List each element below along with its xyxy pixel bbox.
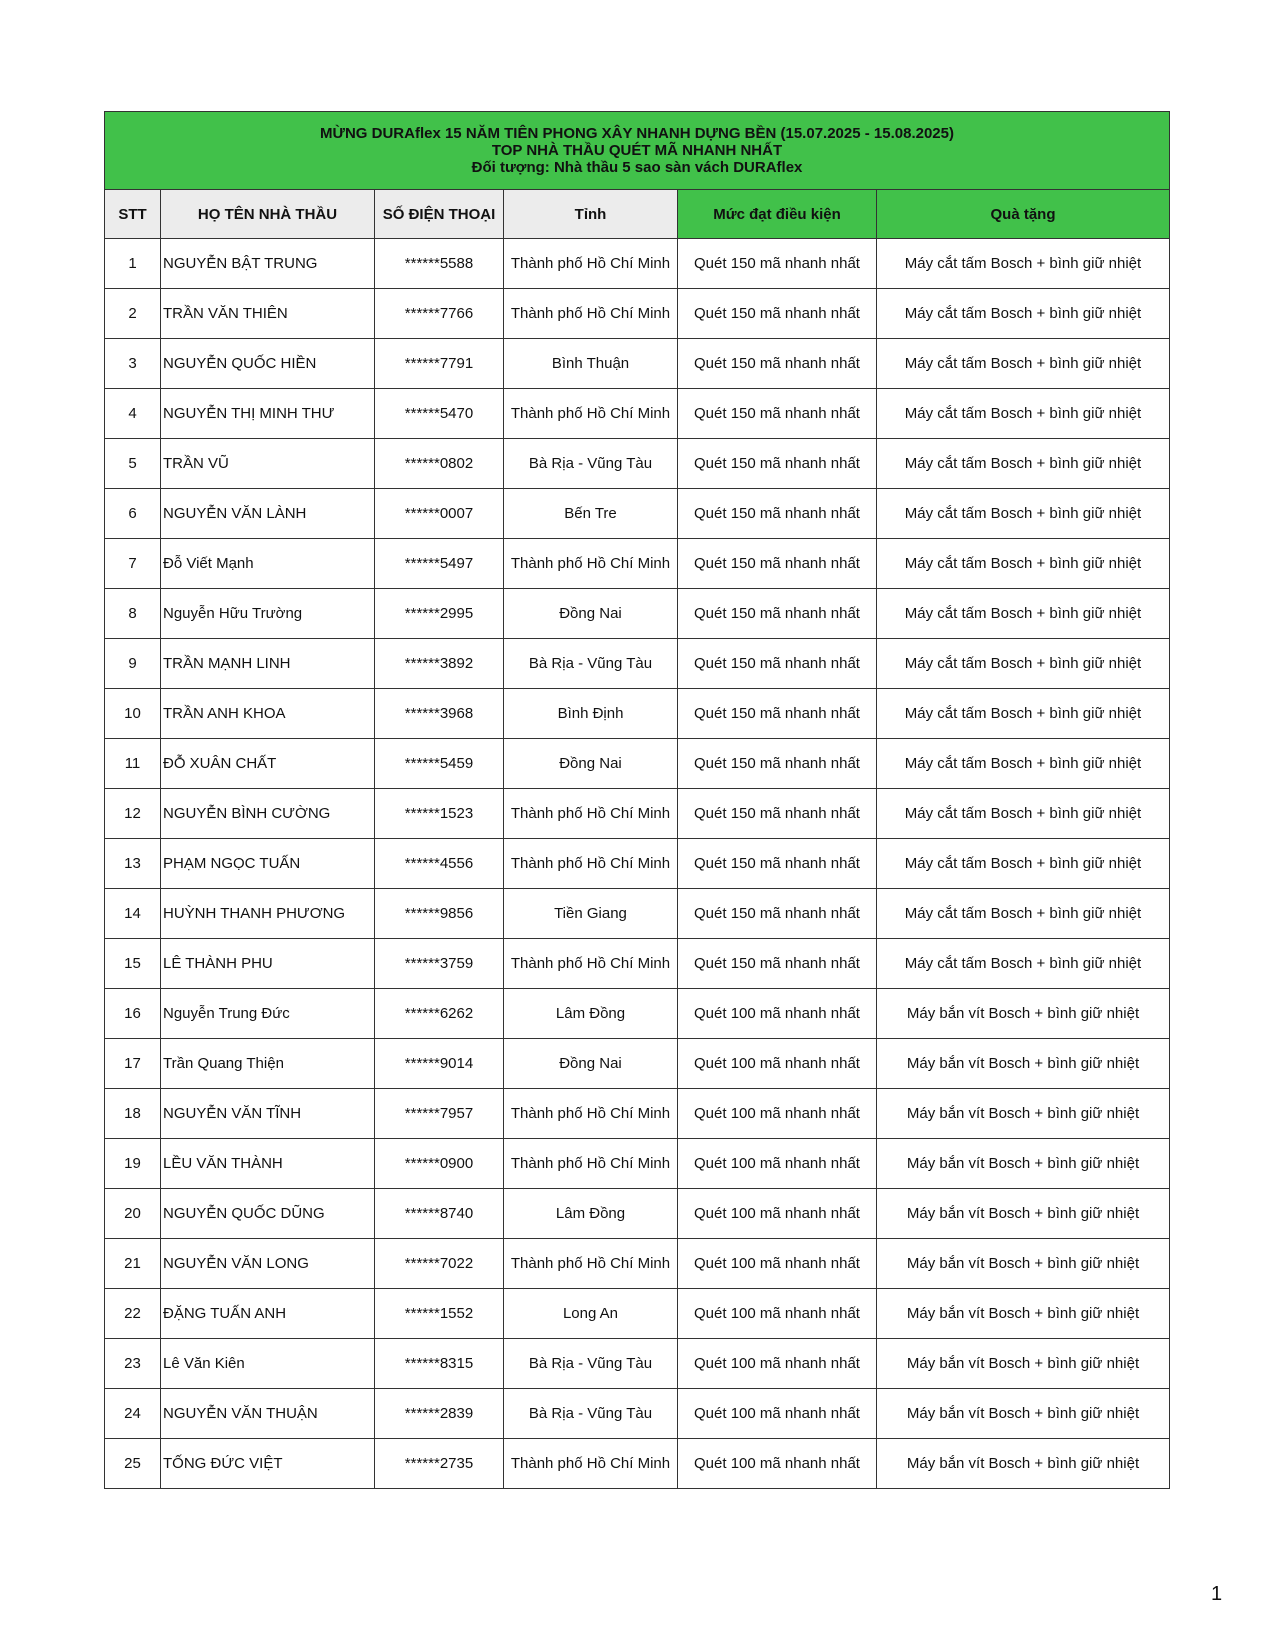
cell-gift: Máy bắn vít Bosch + bình giữ nhiệt bbox=[877, 1389, 1170, 1439]
cell-stt: 16 bbox=[105, 989, 161, 1039]
cell-condition: Quét 150 mã nhanh nhất bbox=[678, 339, 877, 389]
table-row bbox=[105, 839, 1170, 889]
cell-province: Thành phố Hồ Chí Minh bbox=[504, 839, 678, 889]
cell-phone: ******1552 bbox=[375, 1289, 504, 1339]
cell-condition: Quét 100 mã nhanh nhất bbox=[678, 1189, 877, 1239]
cell-condition: Quét 100 mã nhanh nhất bbox=[678, 1089, 877, 1139]
cell-condition: Quét 100 mã nhanh nhất bbox=[678, 1139, 877, 1189]
cell-condition: Quét 100 mã nhanh nhất bbox=[678, 1389, 877, 1439]
cell-name: NGUYỄN BÌNH CƯỜNG bbox=[161, 789, 375, 839]
cell-gift: Máy cắt tấm Bosch + bình giữ nhiệt bbox=[877, 939, 1170, 989]
cell-gift: Máy cắt tấm Bosch + bình giữ nhiệt bbox=[877, 889, 1170, 939]
col-header-phone: SỐ ĐIỆN THOẠI bbox=[375, 190, 504, 239]
cell-phone: ******7766 bbox=[375, 289, 504, 339]
table-row bbox=[105, 1139, 1170, 1189]
cell-stt: 23 bbox=[105, 1339, 161, 1389]
table-row bbox=[105, 989, 1170, 1039]
cell-stt: 13 bbox=[105, 839, 161, 889]
cell-province: Lâm Đồng bbox=[504, 989, 678, 1039]
cell-name: ĐẶNG TUẤN ANH bbox=[161, 1289, 375, 1339]
cell-province: Bà Rịa - Vũng Tàu bbox=[504, 439, 678, 489]
cell-name: NGUYỄN VĂN LÀNH bbox=[161, 489, 375, 539]
table-row bbox=[105, 1439, 1170, 1489]
cell-gift: Máy cắt tấm Bosch + bình giữ nhiệt bbox=[877, 489, 1170, 539]
title-line-1: MỪNG DURAflex 15 NĂM TIÊN PHONG XÂY NHANH DỰNG BỀN (15.07.2025 - 15.08.2025) bbox=[320, 125, 954, 142]
table-title bbox=[105, 112, 1170, 190]
cell-province: Bà Rịa - Vũng Tàu bbox=[504, 639, 678, 689]
cell-phone: ******2735 bbox=[375, 1439, 504, 1489]
cell-gift: Máy bắn vít Bosch + bình giữ nhiệt bbox=[877, 1089, 1170, 1139]
cell-phone: ******3892 bbox=[375, 639, 504, 689]
cell-condition: Quét 100 mã nhanh nhất bbox=[678, 1439, 877, 1489]
table-row bbox=[105, 289, 1170, 339]
cell-stt: 14 bbox=[105, 889, 161, 939]
cell-name: TRẦN VĂN THIÊN bbox=[161, 289, 375, 339]
cell-phone: ******0802 bbox=[375, 439, 504, 489]
cell-stt: 15 bbox=[105, 939, 161, 989]
cell-condition: Quét 150 mã nhanh nhất bbox=[678, 889, 877, 939]
cell-gift: Máy bắn vít Bosch + bình giữ nhiệt bbox=[877, 1139, 1170, 1189]
cell-province: Tiền Giang bbox=[504, 889, 678, 939]
cell-phone: ******2839 bbox=[375, 1389, 504, 1439]
cell-province: Thành phố Hồ Chí Minh bbox=[504, 1139, 678, 1189]
cell-phone: ******7022 bbox=[375, 1239, 504, 1289]
cell-province: Thành phố Hồ Chí Minh bbox=[504, 239, 678, 289]
cell-phone: ******3968 bbox=[375, 689, 504, 739]
cell-stt: 18 bbox=[105, 1089, 161, 1139]
table-row bbox=[105, 889, 1170, 939]
cell-stt: 10 bbox=[105, 689, 161, 739]
cell-gift: Máy cắt tấm Bosch + bình giữ nhiệt bbox=[877, 389, 1170, 439]
cell-province: Bà Rịa - Vũng Tàu bbox=[504, 1389, 678, 1439]
page-number: 1 bbox=[1211, 1583, 1223, 1605]
table-row bbox=[105, 239, 1170, 289]
cell-phone: ******5497 bbox=[375, 539, 504, 589]
cell-condition: Quét 100 mã nhanh nhất bbox=[678, 1339, 877, 1389]
cell-condition: Quét 150 mã nhanh nhất bbox=[678, 439, 877, 489]
cell-stt: 21 bbox=[105, 1239, 161, 1289]
cell-name: TRẦN VŨ bbox=[161, 439, 375, 489]
cell-name: NGUYỄN QUỐC HIỀN bbox=[161, 339, 375, 389]
cell-name: NGUYỄN QUỐC DŨNG bbox=[161, 1189, 375, 1239]
cell-stt: 11 bbox=[105, 739, 161, 789]
table-row bbox=[105, 1039, 1170, 1089]
column-header-row bbox=[105, 190, 1170, 239]
cell-province: Bà Rịa - Vũng Tàu bbox=[504, 1339, 678, 1389]
cell-phone: ******7791 bbox=[375, 339, 504, 389]
cell-phone: ******5588 bbox=[375, 239, 504, 289]
cell-stt: 22 bbox=[105, 1289, 161, 1339]
cell-condition: Quét 150 mã nhanh nhất bbox=[678, 489, 877, 539]
contractor-table bbox=[104, 111, 1170, 1489]
cell-name: PHẠM NGỌC TUẤN bbox=[161, 839, 375, 889]
table-row bbox=[105, 1089, 1170, 1139]
cell-name: Trần Quang Thiện bbox=[161, 1039, 375, 1089]
table-row bbox=[105, 589, 1170, 639]
table-row bbox=[105, 439, 1170, 489]
table-row bbox=[105, 1389, 1170, 1439]
title-line-2: TOP NHÀ THẦU QUÉT MÃ NHANH NHẤT bbox=[491, 142, 783, 159]
col-header-gift: Quà tặng bbox=[877, 190, 1170, 239]
cell-gift: Máy bắn vít Bosch + bình giữ nhiệt bbox=[877, 1239, 1170, 1289]
cell-stt: 25 bbox=[105, 1439, 161, 1489]
cell-phone: ******1523 bbox=[375, 789, 504, 839]
table-row bbox=[105, 1189, 1170, 1239]
cell-name: Đỗ Viết Mạnh bbox=[161, 539, 375, 589]
table-row bbox=[105, 939, 1170, 989]
cell-province: Thành phố Hồ Chí Minh bbox=[504, 539, 678, 589]
cell-stt: 12 bbox=[105, 789, 161, 839]
cell-stt: 1 bbox=[105, 239, 161, 289]
cell-province: Đồng Nai bbox=[504, 589, 678, 639]
cell-gift: Máy cắt tấm Bosch + bình giữ nhiệt bbox=[877, 639, 1170, 689]
cell-province: Bình Thuận bbox=[504, 339, 678, 389]
cell-phone: ******2995 bbox=[375, 589, 504, 639]
cell-name: NGUYỄN VĂN LONG bbox=[161, 1239, 375, 1289]
title-line-3: Đối tượng: Nhà thầu 5 sao sàn vách DURAflex bbox=[471, 159, 803, 176]
table-row bbox=[105, 1239, 1170, 1289]
cell-stt: 3 bbox=[105, 339, 161, 389]
cell-phone: ******9856 bbox=[375, 889, 504, 939]
cell-condition: Quét 150 mã nhanh nhất bbox=[678, 689, 877, 739]
cell-phone: ******8740 bbox=[375, 1189, 504, 1239]
table-row bbox=[105, 339, 1170, 389]
cell-stt: 2 bbox=[105, 289, 161, 339]
cell-condition: Quét 150 mã nhanh nhất bbox=[678, 289, 877, 339]
col-header-condition: Mức đạt điều kiện bbox=[678, 190, 877, 239]
cell-stt: 5 bbox=[105, 439, 161, 489]
cell-stt: 24 bbox=[105, 1389, 161, 1439]
cell-phone: ******0007 bbox=[375, 489, 504, 539]
cell-condition: Quét 100 mã nhanh nhất bbox=[678, 1289, 877, 1339]
cell-name: NGUYỄN VĂN THUẬN bbox=[161, 1389, 375, 1439]
cell-gift: Máy cắt tấm Bosch + bình giữ nhiệt bbox=[877, 289, 1170, 339]
cell-gift: Máy cắt tấm Bosch + bình giữ nhiệt bbox=[877, 739, 1170, 789]
table-row bbox=[105, 489, 1170, 539]
col-header-province: Tỉnh bbox=[504, 190, 678, 239]
cell-phone: ******3759 bbox=[375, 939, 504, 989]
cell-condition: Quét 100 mã nhanh nhất bbox=[678, 1239, 877, 1289]
cell-name: TỐNG ĐỨC VIỆT bbox=[161, 1439, 375, 1489]
cell-condition: Quét 150 mã nhanh nhất bbox=[678, 739, 877, 789]
cell-condition: Quét 150 mã nhanh nhất bbox=[678, 389, 877, 439]
table-row bbox=[105, 389, 1170, 439]
table-row bbox=[105, 1289, 1170, 1339]
cell-province: Bến Tre bbox=[504, 489, 678, 539]
cell-name: LỀU VĂN THÀNH bbox=[161, 1139, 375, 1189]
cell-name: NGUYỄN VĂN TĨNH bbox=[161, 1089, 375, 1139]
cell-phone: ******6262 bbox=[375, 989, 504, 1039]
cell-condition: Quét 150 mã nhanh nhất bbox=[678, 839, 877, 889]
cell-condition: Quét 100 mã nhanh nhất bbox=[678, 989, 877, 1039]
cell-name: NGUYỄN THỊ MINH THƯ bbox=[161, 389, 375, 439]
cell-gift: Máy cắt tấm Bosch + bình giữ nhiệt bbox=[877, 789, 1170, 839]
cell-condition: Quét 150 mã nhanh nhất bbox=[678, 539, 877, 589]
cell-condition: Quét 150 mã nhanh nhất bbox=[678, 589, 877, 639]
cell-gift: Máy bắn vít Bosch + bình giữ nhiệt bbox=[877, 1289, 1170, 1339]
cell-province: Thành phố Hồ Chí Minh bbox=[504, 1439, 678, 1489]
cell-gift: Máy cắt tấm Bosch + bình giữ nhiệt bbox=[877, 339, 1170, 389]
cell-condition: Quét 150 mã nhanh nhất bbox=[678, 239, 877, 289]
cell-name: HUỲNH THANH PHƯƠNG bbox=[161, 889, 375, 939]
cell-condition: Quét 150 mã nhanh nhất bbox=[678, 789, 877, 839]
table-body bbox=[105, 239, 1170, 1489]
cell-phone: ******7957 bbox=[375, 1089, 504, 1139]
cell-condition: Quét 150 mã nhanh nhất bbox=[678, 939, 877, 989]
cell-gift: Máy bắn vít Bosch + bình giữ nhiệt bbox=[877, 1189, 1170, 1239]
col-header-stt: STT bbox=[105, 190, 161, 239]
cell-condition: Quét 100 mã nhanh nhất bbox=[678, 1039, 877, 1089]
cell-name: TRẦN ANH KHOA bbox=[161, 689, 375, 739]
cell-province: Đồng Nai bbox=[504, 739, 678, 789]
cell-phone: ******5470 bbox=[375, 389, 504, 439]
cell-gift: Máy bắn vít Bosch + bình giữ nhiệt bbox=[877, 1339, 1170, 1389]
cell-stt: 17 bbox=[105, 1039, 161, 1089]
cell-stt: 6 bbox=[105, 489, 161, 539]
cell-condition: Quét 150 mã nhanh nhất bbox=[678, 639, 877, 689]
cell-province: Lâm Đồng bbox=[504, 1189, 678, 1239]
cell-name: NGUYỄN BẬT TRUNG bbox=[161, 239, 375, 289]
cell-name: TRẦN MẠNH LINH bbox=[161, 639, 375, 689]
cell-gift: Máy cắt tấm Bosch + bình giữ nhiệt bbox=[877, 589, 1170, 639]
cell-name: Lê Văn Kiên bbox=[161, 1339, 375, 1389]
cell-stt: 7 bbox=[105, 539, 161, 589]
cell-gift: Máy cắt tấm Bosch + bình giữ nhiệt bbox=[877, 239, 1170, 289]
cell-province: Bình Định bbox=[504, 689, 678, 739]
cell-stt: 4 bbox=[105, 389, 161, 439]
cell-name: Nguyễn Hữu Trường bbox=[161, 589, 375, 639]
cell-gift: Máy bắn vít Bosch + bình giữ nhiệt bbox=[877, 989, 1170, 1039]
table-row bbox=[105, 1339, 1170, 1389]
table-row bbox=[105, 539, 1170, 589]
cell-phone: ******4556 bbox=[375, 839, 504, 889]
cell-province: Thành phố Hồ Chí Minh bbox=[504, 389, 678, 439]
cell-name: ĐỖ XUÂN CHẤT bbox=[161, 739, 375, 789]
cell-stt: 20 bbox=[105, 1189, 161, 1239]
table-row bbox=[105, 739, 1170, 789]
cell-stt: 19 bbox=[105, 1139, 161, 1189]
cell-province: Thành phố Hồ Chí Minh bbox=[504, 289, 678, 339]
cell-gift: Máy bắn vít Bosch + bình giữ nhiệt bbox=[877, 1439, 1170, 1489]
cell-gift: Máy cắt tấm Bosch + bình giữ nhiệt bbox=[877, 839, 1170, 889]
cell-stt: 9 bbox=[105, 639, 161, 689]
cell-province: Thành phố Hồ Chí Minh bbox=[504, 1089, 678, 1139]
cell-gift: Máy cắt tấm Bosch + bình giữ nhiệt bbox=[877, 539, 1170, 589]
cell-gift: Máy cắt tấm Bosch + bình giữ nhiệt bbox=[877, 439, 1170, 489]
cell-province: Đồng Nai bbox=[504, 1039, 678, 1089]
col-header-name: HỌ TÊN NHÀ THẦU bbox=[161, 190, 375, 239]
cell-province: Thành phố Hồ Chí Minh bbox=[504, 1239, 678, 1289]
cell-phone: ******0900 bbox=[375, 1139, 504, 1189]
cell-gift: Máy bắn vít Bosch + bình giữ nhiệt bbox=[877, 1039, 1170, 1089]
cell-phone: ******5459 bbox=[375, 739, 504, 789]
table-row bbox=[105, 639, 1170, 689]
cell-province: Thành phố Hồ Chí Minh bbox=[504, 939, 678, 989]
cell-province: Long An bbox=[504, 1289, 678, 1339]
table-row bbox=[105, 689, 1170, 739]
cell-name: LÊ THÀNH PHU bbox=[161, 939, 375, 989]
table-row bbox=[105, 789, 1170, 839]
cell-phone: ******8315 bbox=[375, 1339, 504, 1389]
cell-stt: 8 bbox=[105, 589, 161, 639]
cell-province: Thành phố Hồ Chí Minh bbox=[504, 789, 678, 839]
cell-name: Nguyễn Trung Đức bbox=[161, 989, 375, 1039]
cell-gift: Máy cắt tấm Bosch + bình giữ nhiệt bbox=[877, 689, 1170, 739]
cell-phone: ******9014 bbox=[375, 1039, 504, 1089]
